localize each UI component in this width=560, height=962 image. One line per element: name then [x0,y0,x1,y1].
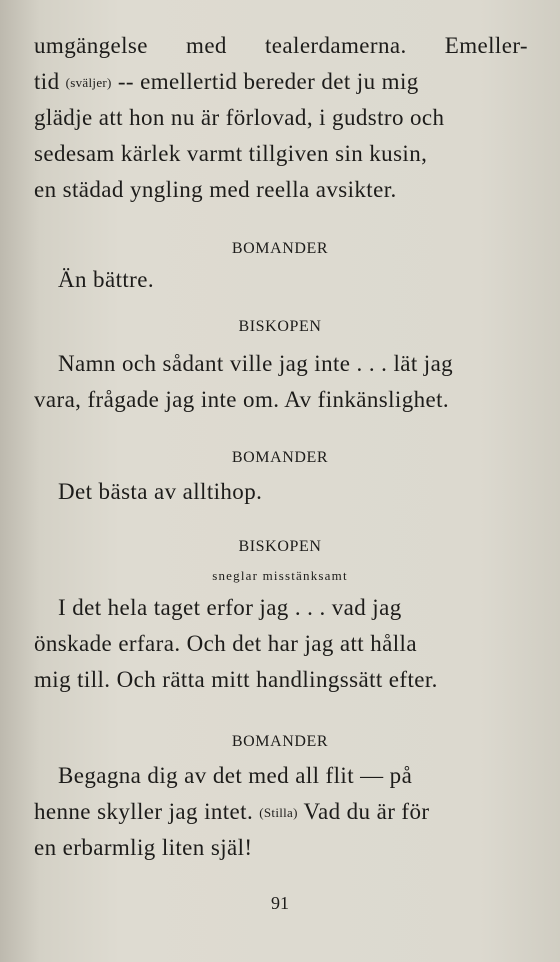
text-line: önskade erfara. Och det har jag att hålla [34,631,417,656]
text-line: vara, frågade jag inte om. Av finkänslighet. [34,387,450,412]
word: tealerdamerna. [265,33,407,58]
speaker-name: BISKOPEN [238,318,322,335]
text-line: en städad yngling med reella avsikter. [34,177,397,202]
text-line [34,28,528,64]
text-line: Begagna dig av det med all flit — på [58,763,413,788]
word: umgängelse [34,33,148,58]
dialogue-block [34,590,528,698]
text-line [34,794,528,830]
dialogue-line [34,474,528,510]
text-line: glädje att hon nu är förlovad, i gudstro och [34,105,445,130]
text-line: mig till. Och rätta mitt handlingssätt efter. [34,667,438,692]
dialogue-line [34,262,528,298]
text-line: en erbarmlig liten själ! [34,835,253,860]
dialogue-block [34,346,528,418]
stage-direction-inline: (Stilla) [259,805,298,820]
page-number: 91 [271,893,289,913]
speaker-name: BOMANDER [231,240,329,257]
word: Emeller- [444,33,528,58]
stage-direction: sneglar misstänksamt [212,568,348,583]
stage-direction-inline: (sväljer) [65,75,112,90]
text-line [34,64,528,100]
text-line: Än bättre. [58,267,154,292]
speaker-name: BOMANDER [231,733,329,750]
paragraph-continuation [34,28,528,208]
speaker-name: BISKOPEN [238,538,322,555]
dialogue-block [34,758,528,866]
text-line: sedesam kärlek varmt tillgiven sin kusin, [34,141,428,166]
text-fragment: henne skyller jag intet. [34,799,254,824]
text-fragment: Vad du är för [303,799,430,824]
text-fragment: tid [34,69,60,94]
text-line: Namn och sådant ville jag inte . . . lät jag [58,351,454,376]
word: med [186,33,227,58]
text-fragment: -- emellertid bereder det ju mig [117,69,419,94]
text-line: Det bästa av alltihop. [58,479,263,504]
speaker-name: BOMANDER [231,449,329,466]
text-line: I det hela taget erfor jag . . . vad jag [58,595,402,620]
